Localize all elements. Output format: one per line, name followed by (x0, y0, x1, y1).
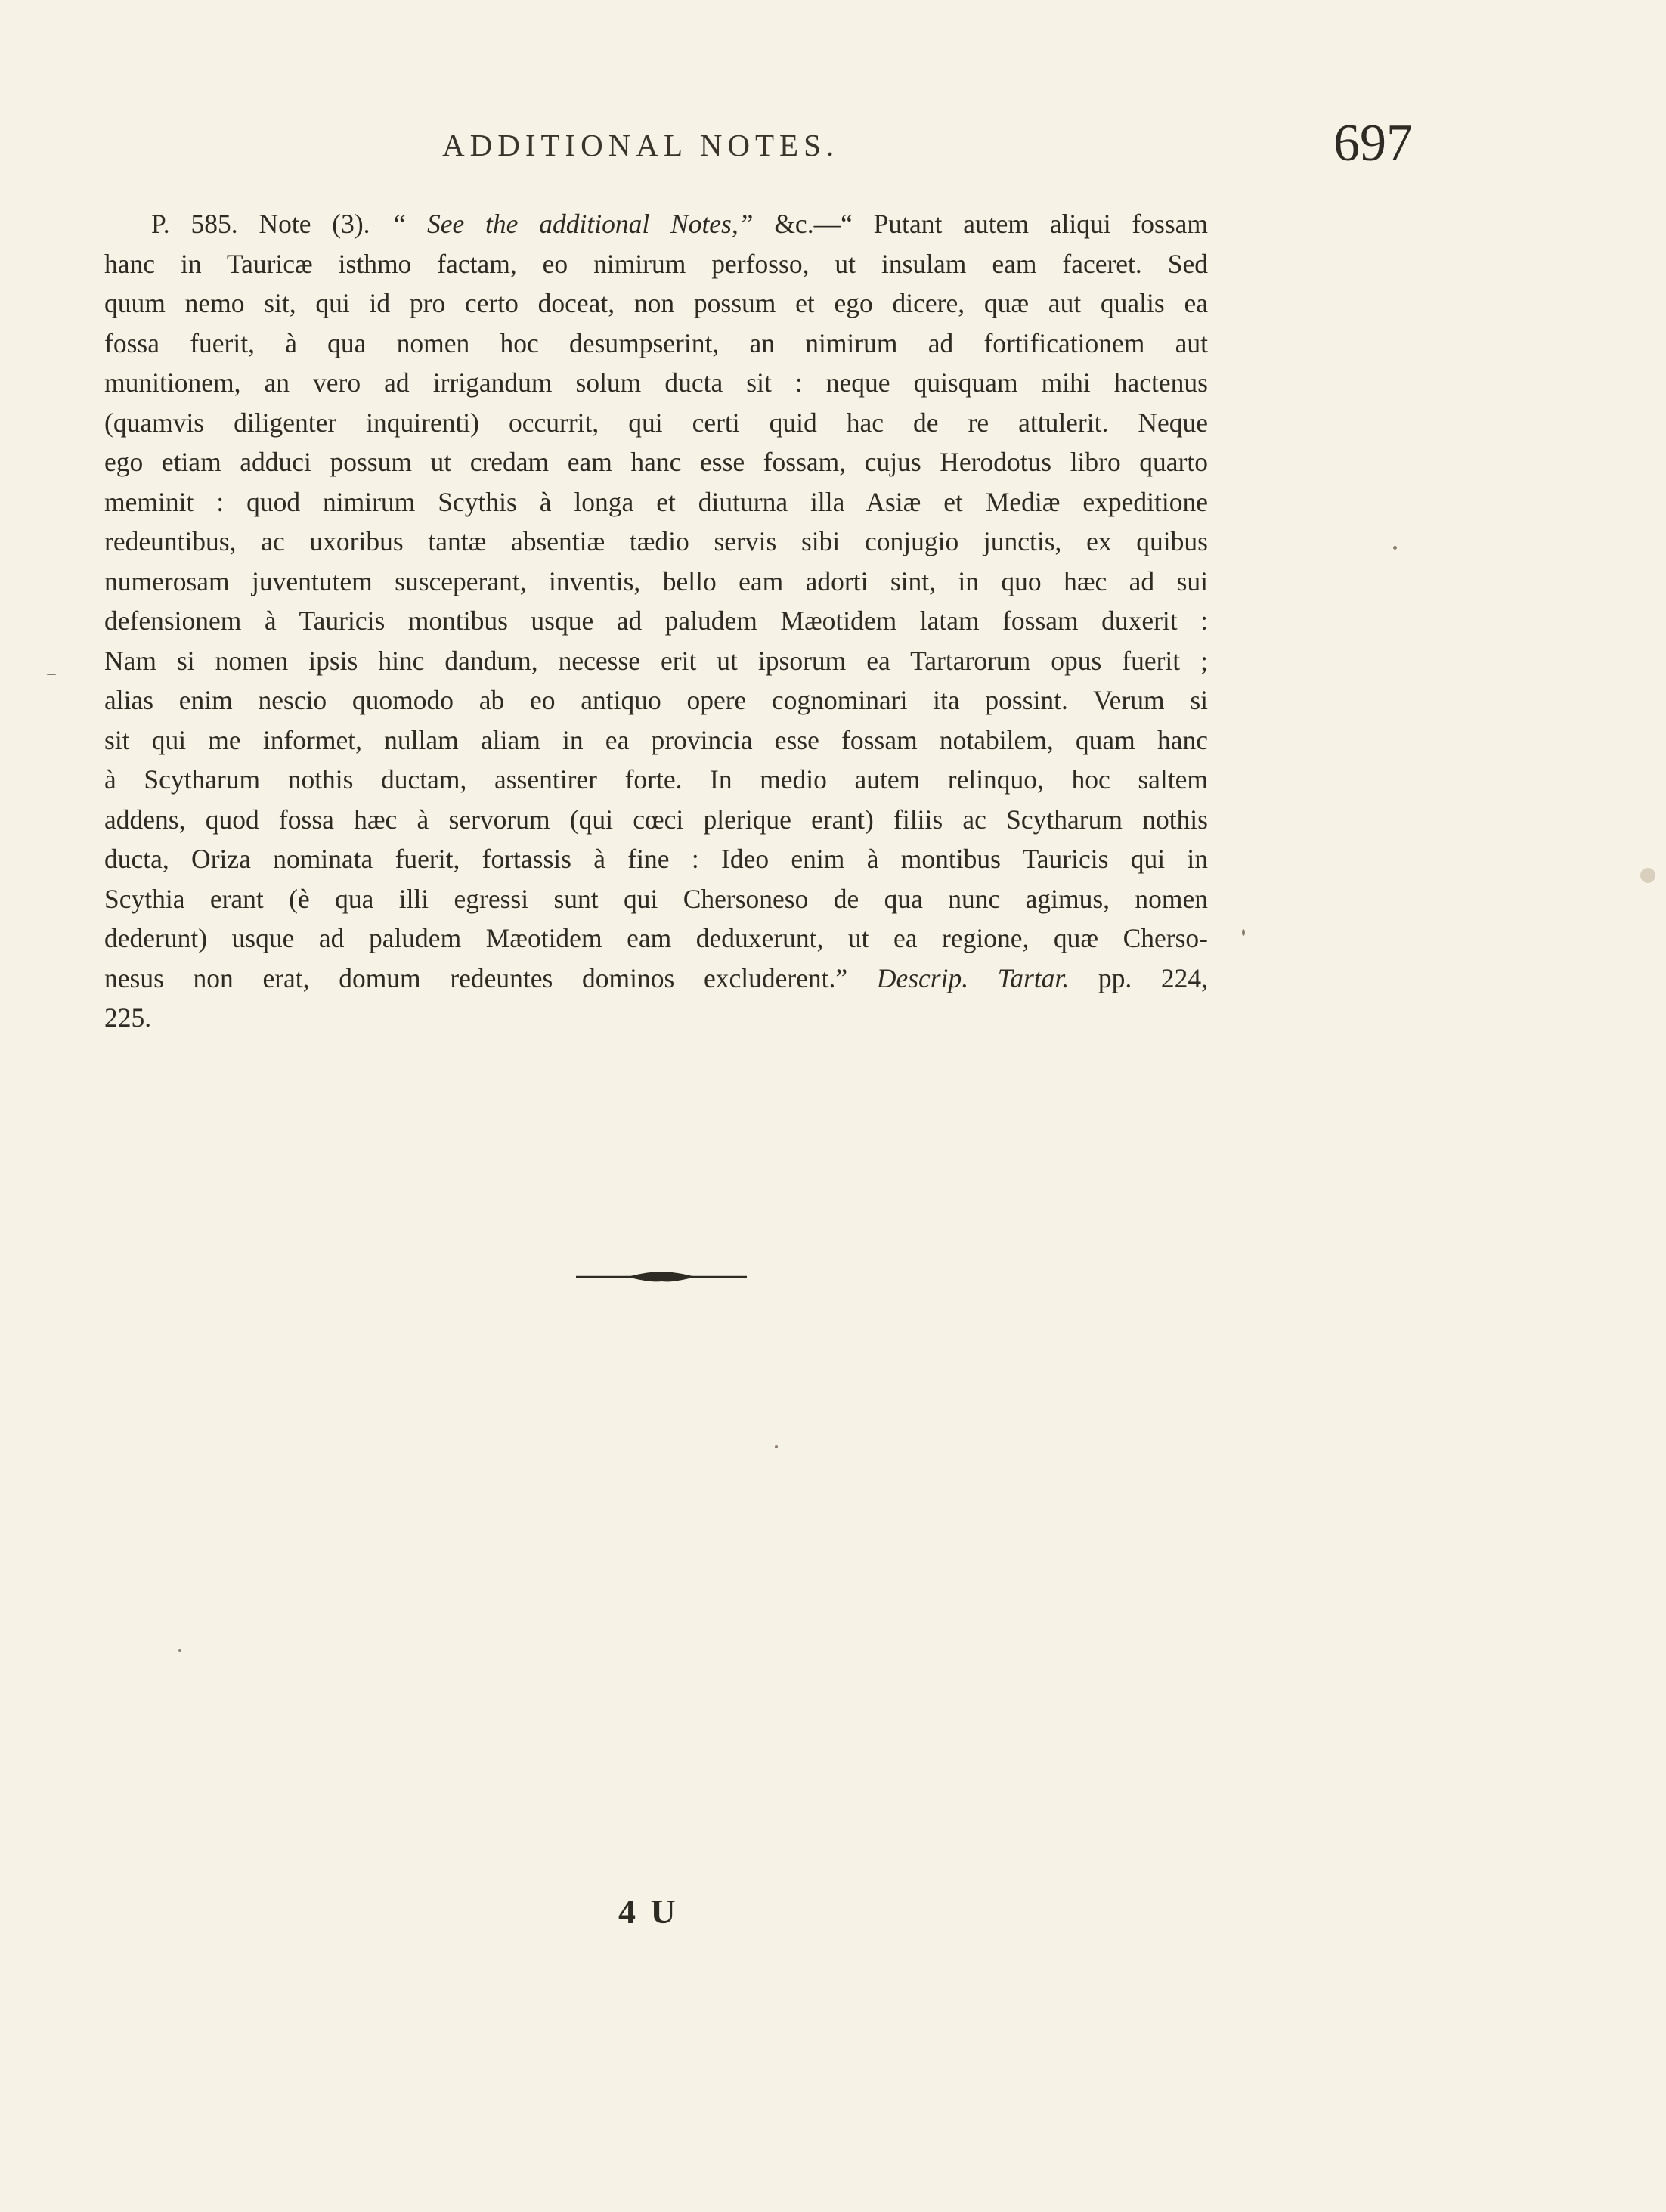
note-penultimate-line (104, 959, 1208, 999)
note-closing-text: nesus non erat, domum redeuntes dominos excluderent.” (104, 962, 848, 993)
note-line: quum nemo sit, qui id pro certo doceat, non possum et ego dicere, quæ aut qualis ea (104, 288, 1208, 318)
paper-speck (775, 1445, 778, 1448)
page-number: 697 (1333, 114, 1413, 172)
additional-note-body (104, 204, 1208, 1038)
note-line: munitionem, an vero ad irrigandum solum ducta sit : neque quisquam mihi hactenus (104, 367, 1208, 398)
note-line: Scythia erant (è qua illi egressi sunt qui Chersoneso de qua nunc agimus, nomen (104, 883, 1208, 914)
printer-signature-mark: 4 U (618, 1892, 679, 1931)
paper-speck (1640, 868, 1655, 883)
note-line: fossa fuerit, à qua nomen hoc desumpserint, an nimirum ad fortificationem aut (104, 327, 1208, 358)
note-reference: P. 585. Note (3). (151, 209, 370, 239)
citation-title: Descrip. Tartar. (876, 962, 1070, 993)
note-reference-quote: “ See the additional Notes,” (391, 209, 754, 239)
paper-speck (1393, 546, 1397, 550)
note-line: à Scytharum nothis ductam, assentirer forte. In medio autem relinquo, hoc saltem (104, 764, 1208, 795)
note-final-line: 225. (104, 1002, 152, 1033)
note-line: alias enim nescio quomodo ab eo antiquo opere cognominari ita possint. Verum si (104, 685, 1208, 715)
note-line: addens, quod fossa hæc à servorum (qui cœci plerique erant) filiis ac Scytharum nothis (104, 804, 1208, 835)
paper-speck (178, 1649, 181, 1652)
note-line: ducta, Oriza nominata fuerit, fortassis à fine : Ideo enim à montibus Tauricis qui in (104, 844, 1208, 874)
running-head: ADDITIONAL NOTES. (442, 128, 840, 163)
paper-speck (1242, 929, 1245, 936)
note-line: redeuntibus, ac uxoribus tantæ absentiæ tædio servis sibi conjugio junctis, ex quibus (104, 526, 1208, 556)
note-line: ego etiam adduci possum ut credam eam hanc esse fossam, cujus Herodotus libro quarto (104, 447, 1208, 477)
note-line: meminit : quod nimirum Scythis à longa et diuturna illa Asiæ et Mediæ expeditione (104, 486, 1208, 517)
note-line: numerosam juventutem susceperant, inventis, bello eam adorti sint, in quo hæc ad sui (104, 565, 1208, 596)
section-divider-ornament (574, 1267, 748, 1287)
paper-speck (47, 674, 56, 675)
note-quote-opening: &c.—“ Putant autem aliqui fossam (753, 209, 1209, 239)
citation-pages: pp. 224, (1098, 962, 1209, 993)
note-first-line (104, 204, 1208, 244)
note-line: sit qui me informet, nullam aliam in ea provincia esse fossam notabilem, quam hanc (104, 724, 1208, 755)
note-line: defensionem à Tauricis montibus usque ad paludem Mæotidem latam fossam duxerit : (104, 606, 1208, 636)
note-line: dederunt) usque ad paludem Mæotidem eam deduxerunt, ut ea regione, quæ Cherso- (104, 923, 1208, 953)
note-line: (quamvis diligenter inquirenti) occurrit, qui certi quid hac de re attulerit. Neque (104, 407, 1208, 438)
note-line: hanc in Tauricæ isthmo factam, eo nimirum perfosso, ut insulam eam faceret. Sed (104, 248, 1208, 279)
note-line: Nam si nomen ipsis hinc dandum, necesse erit ut ipsorum ea Tartarorum opus fuerit ; (104, 645, 1208, 676)
